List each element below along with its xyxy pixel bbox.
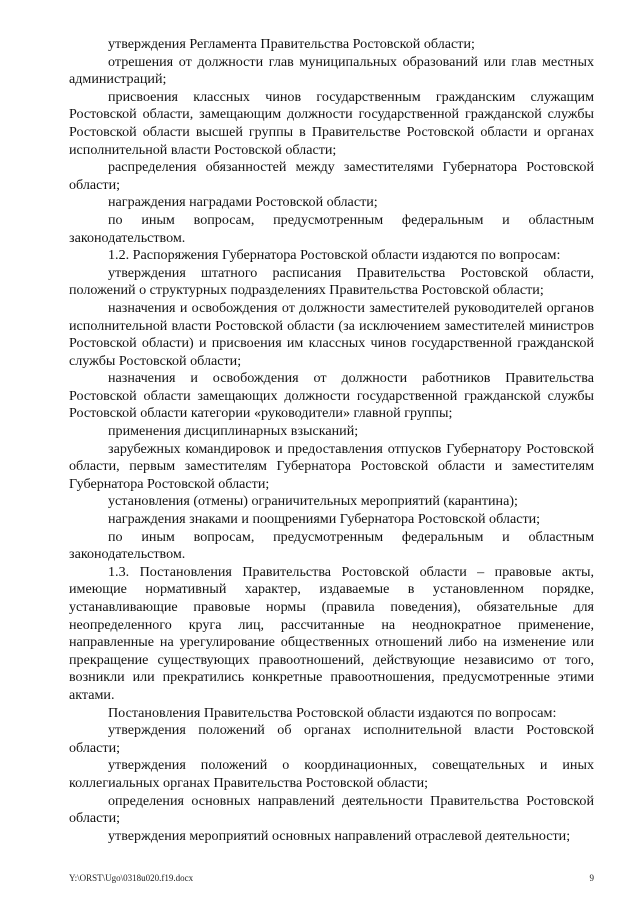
page-footer [69,873,594,887]
paragraph: назначения и освобождения от должности заместителей руководителей органов исполнительной власти Ростовской области (за исключением заместителей министров Ростовской области) и присвоения им классных чинов государственной гражданской службы Ростовской области; [69,299,594,369]
paragraph: награждения знаками и поощрениями Губернатора Ростовской области; [108,511,541,528]
page-number: 9 [589,873,594,883]
paragraph: Постановления Правительства Ростовской области издаются по вопросам: [108,704,557,721]
section-heading-1-3: 1.3. Постановления Правительства Ростовской области – правовые акты, имеющие нормативный характер, издаваемые в установленном порядке, устанавливающие правовые нормы (правила поведения), обязательные для неопределенного круга лиц, рассчитанные на неоднократное применение, направленные на урегулирование общественных отношений либо на изменение или прекращение существующих правоотношений, действующие независимо от того, возникли или прекратились конкретные правоотношения, предусмотренные этими актами. [69,563,594,703]
footer-file-path: Y:\ORST\Ugo\0318u020.f19.docx [69,873,194,883]
paragraph: утверждения положений о координационных, совещательных и иных коллегиальных органах Правительства Ростовской области; [69,757,594,791]
paragraph: применения дисциплинарных взысканий; [108,423,359,440]
section-heading-1-2: 1.2. Распоряжения Губернатора Ростовской области издаются по вопросам: [108,247,561,264]
document-body [69,36,594,845]
paragraph: награждения наградами Ростовской области; [108,194,378,211]
paragraph: зарубежных командировок и предоставления отпусков Губернатору Ростовской области, первым заместителям Губернатора Ростовской области и заместителям Губернатора Ростовской области; [69,440,594,492]
paragraph: утверждения штатного расписания Правительства Ростовской области, положений о структурных подразделениях Правительства Ростовской области; [69,264,594,299]
paragraph: по иным вопросам, предусмотренным федеральным и областным законодательством. [69,211,594,246]
paragraph: утверждения Регламента Правительства Ростовской области; [108,36,475,52]
paragraph: утверждения положений об органах исполнительной власти Ростовской области; [69,722,594,756]
paragraph: утверждения мероприятий основных направлений отраслевой деятельности; [108,827,571,844]
paragraph: назначения и освобождения от должности работников Правительства Ростовской области замещающих должности государственной гражданской службы Ростовской области категории «руководители» главной группы; [69,370,594,422]
paragraph: определения основных направлений деятельности Правительства Ростовской области; [69,792,594,827]
paragraph: отрешения от должности глав муниципальных образований или глав местных администраций; [69,53,594,88]
paragraph: присвоения классных чинов государственным гражданским служащим Ростовской области, замещающим должности государственной гражданской службы Ростовской области высшей группы в Правительстве Ростовской области и органах исполнительной власти Ростовской области; [69,88,594,158]
paragraph: распределения обязанностей между заместителями Губернатора Ростовской области; [69,159,594,193]
paragraph: по иным вопросам, предусмотренным федеральным и областным законодательством. [69,528,594,563]
paragraph: установления (отмены) ограничительных мероприятий (карантина); [108,493,518,510]
